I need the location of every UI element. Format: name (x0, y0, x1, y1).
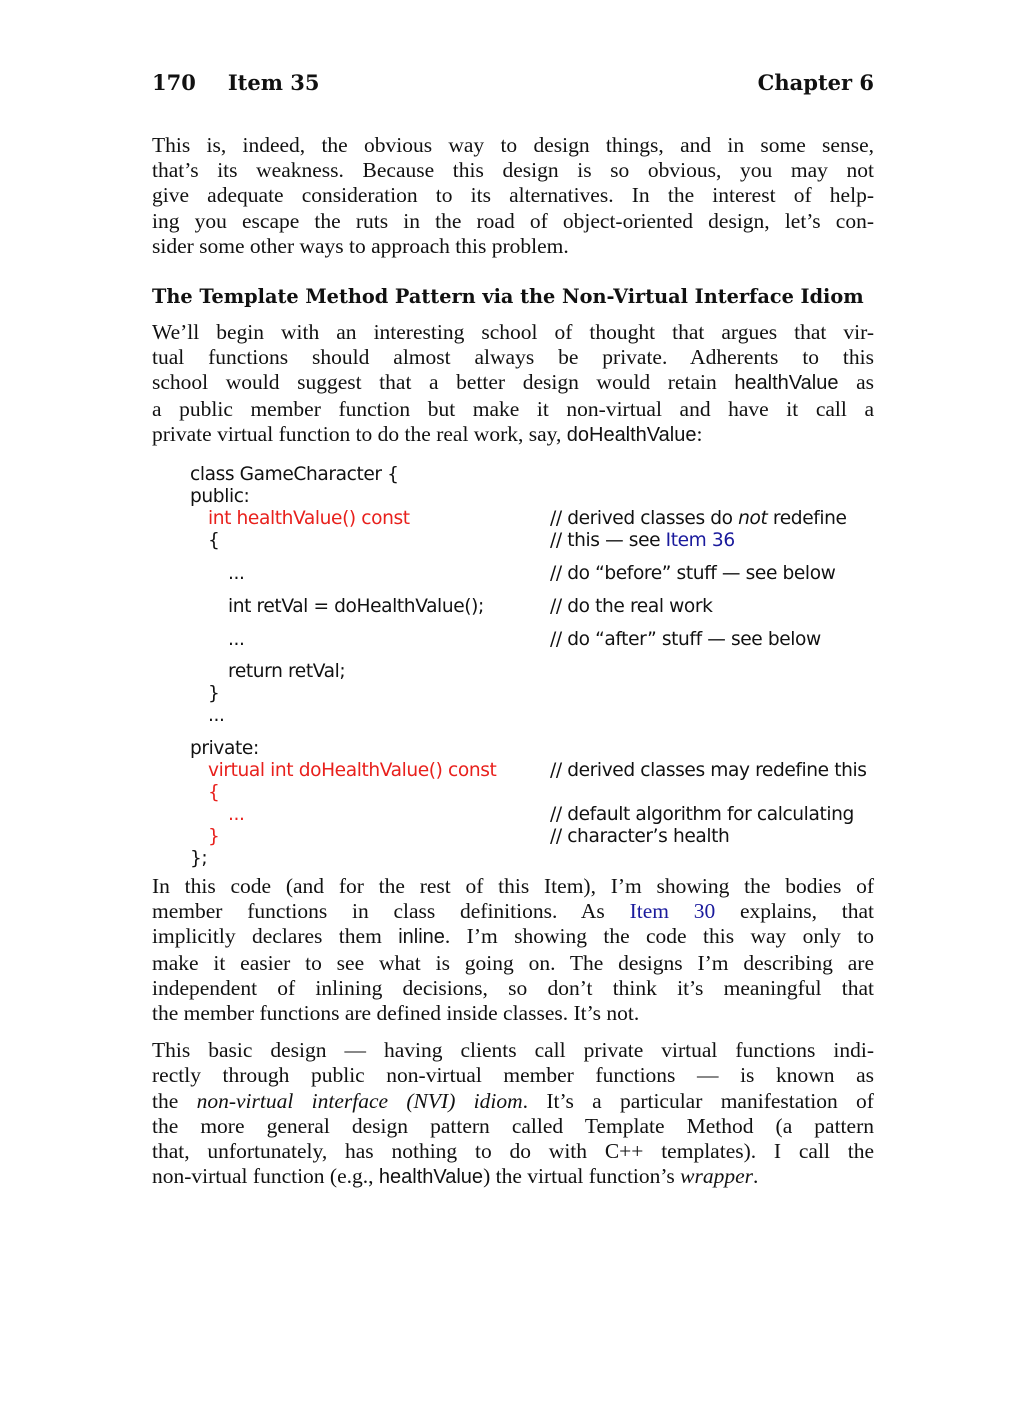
text-line: a public member function but make it non-virtual and have it call a (152, 396, 874, 421)
code-listing (152, 456, 874, 868)
text-line (152, 422, 874, 448)
running-head-left (152, 70, 319, 95)
code-line: ... (228, 629, 245, 651)
item-30-link[interactable]: Item 30 (629, 899, 716, 924)
text-run: . It’s a particular manifestation of (522, 1088, 874, 1113)
text-line: This is, indeed, the obvious way to design things, and in some sense, (152, 133, 874, 157)
text-line: give adequate consideration to its alternatives. In the interest of help- (152, 183, 874, 208)
text-run: explains, that (715, 899, 874, 924)
code-comment: // do “after” stuff — see below (550, 629, 821, 651)
text-run: . I’m showing the code this way only to (444, 924, 874, 949)
inline-code: healthValue (378, 1166, 484, 1189)
text-line: independent of inlining decisions, so don’t think it’s meaningful that (152, 975, 874, 1000)
text-run: school would suggest that a better design would retain (152, 370, 735, 395)
code-comment (550, 508, 847, 530)
code-line: ... (208, 705, 225, 727)
code-line-highlighted: ... (228, 804, 245, 826)
text-run: implicitly declares them (152, 924, 399, 949)
code-line-highlighted: int healthValue() const (208, 508, 410, 530)
code-line: private: (190, 738, 259, 760)
text-run: member functions in class definitions. As (152, 899, 630, 924)
text-line: We’ll begin with an interesting school of thought that argues that vir- (152, 320, 874, 345)
code-comment: // character’s health (550, 826, 730, 848)
inline-code: healthValue (734, 372, 839, 395)
comment-emphasis: not (738, 508, 768, 530)
code-line: { (208, 530, 220, 552)
text-line: tual functions should almost always be private. Adherents to this (152, 345, 874, 370)
comment-run: // this — see (550, 530, 666, 552)
text-line (152, 1089, 874, 1114)
text-run: private virtual function to do the real work, say, (152, 421, 567, 446)
inline-code: inline (398, 926, 445, 949)
text-line: sider some other ways to approach this problem. (152, 233, 569, 258)
text-line: that’s its weakness. Because this design is so obvious, you may not (152, 158, 874, 183)
code-comment (550, 530, 735, 552)
text-line: rectly through public non-virtual member functions — is known as (152, 1063, 874, 1088)
section-heading: The Template Method Pattern via the Non-Virtual Interface Idiom (152, 285, 864, 309)
code-comment: // derived classes may redefine this (550, 760, 867, 782)
text-line (152, 899, 874, 924)
code-line: return retVal; (228, 661, 346, 683)
code-comment: // default algorithm for calculating (550, 804, 854, 826)
code-line-highlighted: virtual int doHealthValue() const (208, 760, 497, 782)
text-run: : (696, 421, 703, 446)
nvi-term: non-virtual interface (NVI) idiom (196, 1088, 523, 1113)
page-number: 170 (152, 70, 196, 95)
code-line: ... (228, 563, 245, 585)
text-run: as (838, 370, 874, 395)
text-line: the more general design pattern called Template Method (a pattern (152, 1113, 874, 1138)
text-line (152, 370, 874, 396)
text-line: This basic design — having clients call private virtual functions indi- (152, 1038, 874, 1063)
inline-paragraph (152, 874, 874, 1026)
code-comment: // do “before” stuff — see below (550, 563, 836, 585)
code-line: }; (190, 848, 208, 870)
text-line: the member functions are defined inside classes. It’s not. (152, 1001, 640, 1026)
text-run: ) the virtual function’s (483, 1164, 681, 1189)
text-line (152, 924, 874, 950)
code-line: class GameCharacter { (190, 464, 399, 486)
intro-paragraph (152, 133, 874, 259)
code-line: int retVal = doHealthValue(); (228, 596, 484, 618)
code-line-highlighted: { (208, 782, 220, 804)
running-head (152, 70, 874, 104)
code-line-highlighted: } (208, 826, 220, 848)
text-line (152, 1164, 874, 1190)
item-label: Item 35 (227, 70, 320, 95)
text-run: the (152, 1088, 197, 1113)
code-comment: // do the real work (550, 596, 713, 618)
text-run: . (752, 1164, 759, 1189)
comment-run: // derived classes do (550, 508, 739, 530)
book-page (152, 70, 874, 1190)
comment-run: redefine (767, 508, 847, 530)
wrapper-term: wrapper (680, 1164, 753, 1189)
inline-code: doHealthValue (566, 423, 697, 446)
chapter-label: Chapter 6 (757, 70, 874, 95)
text-run: non-virtual function (e.g., (152, 1164, 379, 1189)
text-line: In this code (and for the rest of this Item), I’m showing the bodies of (152, 874, 874, 899)
text-line: make it easier to see what is going on. The designs I’m describing are (152, 950, 874, 975)
text-line: ing you escape the ruts in the road of object-oriented design, let’s con- (152, 208, 874, 233)
item-36-link[interactable]: Item 36 (665, 530, 735, 552)
code-line: } (208, 683, 220, 705)
nvi-paragraph (152, 320, 874, 448)
basic-design-paragraph (152, 1038, 874, 1190)
code-line: public: (190, 486, 250, 508)
text-line: that, unfortunately, has nothing to do with C++ templates). I call the (152, 1139, 874, 1164)
